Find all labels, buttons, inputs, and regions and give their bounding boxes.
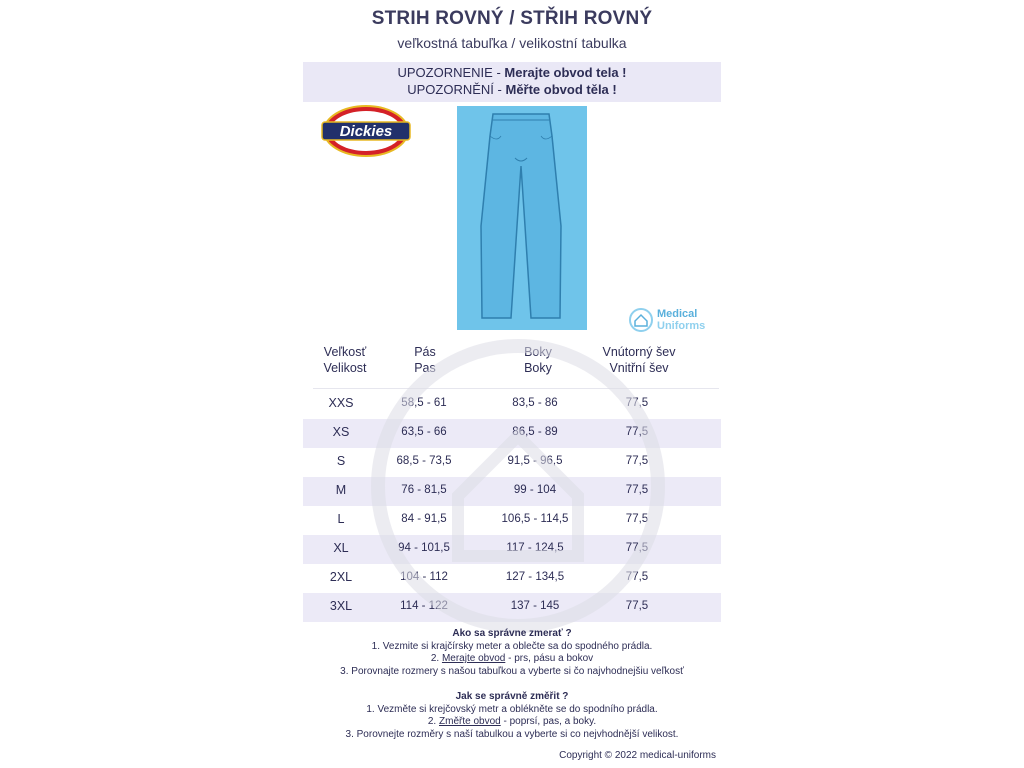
cell-inseam: 77,5 — [625, 484, 649, 496]
cell-inseam: 77,5 — [625, 600, 649, 612]
table-row — [303, 593, 721, 622]
table-row — [303, 564, 721, 593]
cell-inseam: 77,5 — [625, 571, 649, 583]
header-waist-cz: Pas — [414, 361, 436, 375]
cell-hips: 99 - 104 — [513, 484, 557, 496]
header-size-sk: Veľkosť — [323, 345, 367, 359]
cell-size: XS — [332, 425, 350, 439]
cell-size: 3XL — [329, 599, 353, 613]
medical-uniforms-text — [657, 308, 705, 332]
header-hips — [510, 344, 566, 376]
instructions-sk-step1: 1. Vezmite si krajčírsky meter a oblečte sa do spodného prádla. — [371, 640, 653, 652]
cell-hips: 117 - 124,5 — [506, 542, 564, 554]
table-row — [303, 448, 721, 477]
cell-waist: 68,5 - 73,5 — [396, 455, 452, 467]
header-waist — [400, 344, 450, 376]
header-waist-sk: Pás — [414, 345, 436, 359]
table-row — [303, 477, 721, 506]
medical-uniforms-line2: Uniforms — [657, 320, 706, 332]
cell-size: S — [336, 454, 346, 468]
instructions-cz-step1: 1. Vezměte si krejčovský metr a oblékněte se do spodního prádla. — [366, 703, 658, 715]
cell-waist: 58,5 - 61 — [401, 397, 447, 409]
header-inseam-cz: Vnitřní šev — [609, 361, 669, 375]
instructions-sk-step2-link: Merajte obvod — [441, 653, 506, 664]
instructions-sk-step3: 3. Porovnajte rozmery s našou tabuľkou a vyberte si čo najvhodnejšiu veľkosť — [340, 665, 684, 677]
cell-hips: 83,5 - 86 — [512, 397, 558, 409]
cell-size: 2XL — [329, 570, 353, 584]
header-hips-cz: Boky — [524, 361, 552, 375]
table-divider — [313, 388, 719, 389]
dickies-logo — [320, 104, 412, 158]
header-hips-sk: Boky — [524, 345, 552, 359]
cell-waist: 114 - 122 — [400, 600, 448, 612]
warning-line-cz — [303, 82, 721, 97]
warning-text-sk: Merajte obvod tela ! — [504, 65, 627, 80]
instructions-sk-step2 — [303, 653, 721, 666]
cell-size: M — [335, 483, 347, 497]
cell-waist: 104 - 112 — [400, 571, 448, 583]
cell-inseam: 77,5 — [625, 455, 649, 467]
copyright: Copyright © 2022 medical-uniforms — [559, 750, 716, 761]
page-title: STRIH ROVNÝ / STŘIH ROVNÝ — [371, 8, 653, 29]
table-row — [303, 390, 721, 419]
cell-waist: 63,5 - 66 — [401, 426, 447, 438]
instructions-cz — [303, 691, 721, 741]
instructions-cz-step2 — [303, 716, 721, 729]
instructions-sk-step2-prefix: 2. — [430, 653, 442, 664]
svg-text:Dickies: Dickies — [339, 123, 393, 140]
header-inseam-sk: Vnútorný šev — [602, 345, 676, 359]
cell-waist: 94 - 101,5 — [398, 542, 450, 554]
instructions-cz-step2-prefix: 2. — [427, 716, 439, 727]
warning-text-cz: Měřte obvod těla ! — [505, 82, 617, 97]
instructions-cz-step2-rest: - poprsí, pas, a boky. — [500, 716, 597, 727]
cell-hips: 127 - 134,5 — [505, 571, 565, 583]
instructions-cz-heading: Jak se správně změřit ? — [455, 691, 569, 702]
pants-icon — [457, 106, 587, 330]
cell-size: XXS — [328, 396, 354, 410]
cell-hips: 137 - 145 — [510, 600, 560, 612]
page-subtitle: veľkostná tabuľka / velikostní tabulka — [397, 35, 627, 51]
instructions-cz-step2-link: Změřte obvod — [439, 716, 501, 727]
pants-illustration — [457, 106, 587, 330]
header-size-cz: Velikost — [323, 361, 367, 375]
table-row — [303, 419, 721, 448]
cell-size: L — [337, 512, 345, 526]
cell-inseam: 77,5 — [625, 542, 649, 554]
cell-inseam: 77,5 — [625, 513, 649, 525]
warning-banner — [303, 62, 721, 102]
table-row — [303, 506, 721, 535]
instructions-sk-heading: Ako sa správne zmerať ? — [452, 628, 572, 639]
cell-hips: 106,5 - 114,5 — [501, 513, 569, 525]
table-row — [303, 535, 721, 564]
instructions-cz-step3: 3. Porovnejte rozměry s naší tabulkou a vyberte si co nejvhodnější velikost. — [345, 728, 679, 740]
cell-hips: 91,5 - 96,5 — [507, 455, 563, 467]
cell-size: XL — [333, 541, 349, 555]
header-size — [312, 344, 378, 376]
instructions-sk — [303, 628, 721, 678]
warning-label-sk: UPOZORNENIE - — [397, 65, 505, 80]
instructions-sk-step2-rest: - prs, pásu a bokov — [505, 653, 594, 664]
cell-waist: 84 - 91,5 — [401, 513, 447, 525]
cell-hips: 86,5 - 89 — [512, 426, 558, 438]
warning-line-sk — [303, 65, 721, 80]
cell-inseam: 77,5 — [625, 426, 649, 438]
cell-waist: 76 - 81,5 — [401, 484, 447, 496]
cell-inseam: 77,5 — [625, 397, 649, 409]
medical-uniforms-line1: Medical — [657, 308, 698, 320]
header-inseam — [596, 344, 682, 376]
warning-label-cz: UPOZORNĚNÍ - — [407, 82, 506, 97]
